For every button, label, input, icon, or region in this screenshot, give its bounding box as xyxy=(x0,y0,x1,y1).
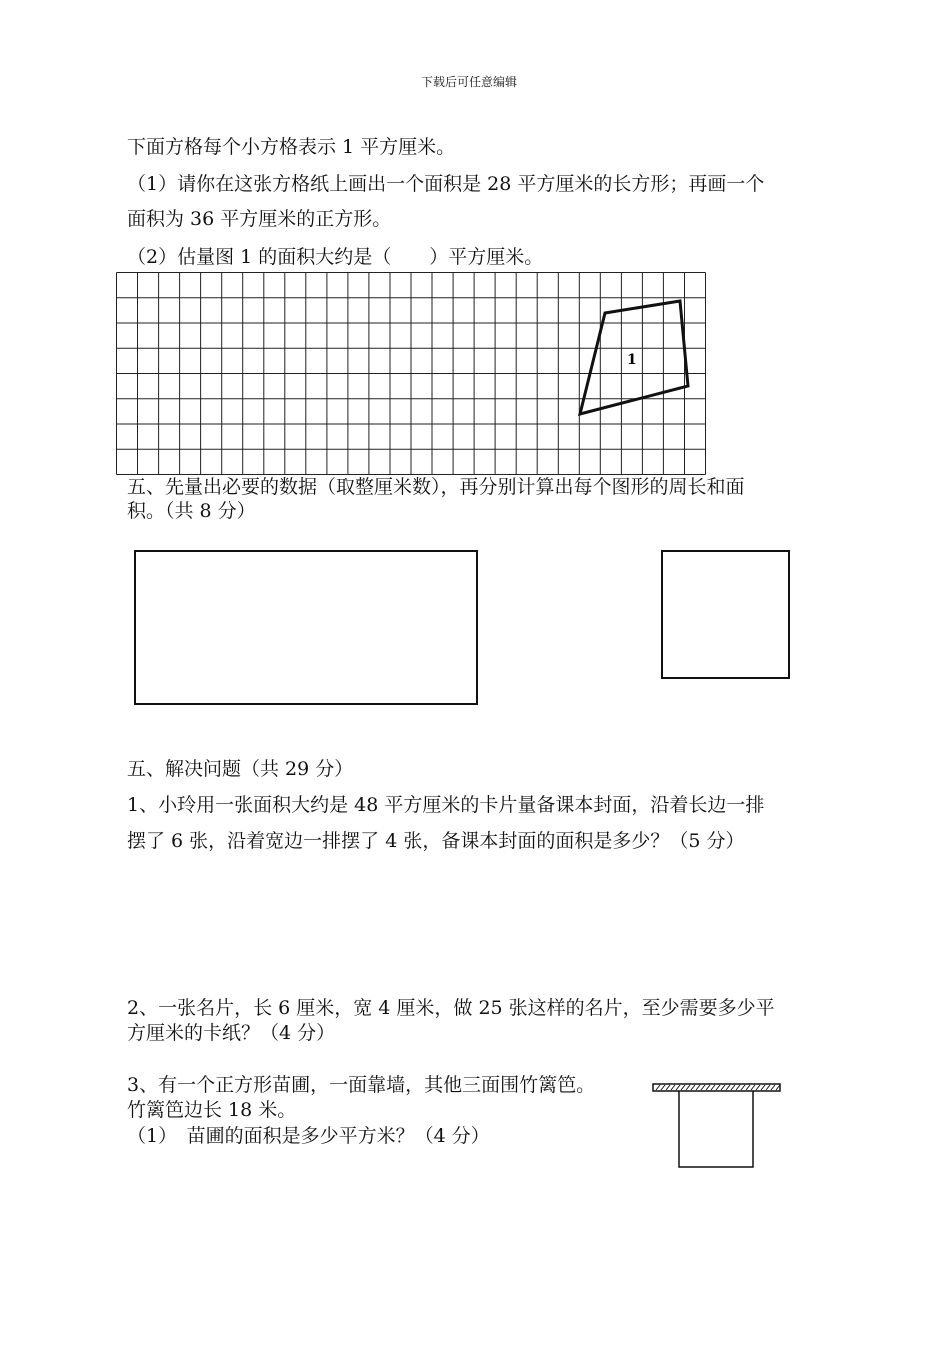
nursery-diagram xyxy=(652,1080,782,1170)
measure-rectangle xyxy=(134,550,478,705)
problem-3-subquestion-1: （1） 苗圃的面积是多少平方米？（4 分） xyxy=(127,1125,490,1147)
problem-3-line-2: 竹篱笆边长 18 米。 xyxy=(127,1099,297,1121)
problem-1-line-1: 1、小玲用一张面积大约是 48 平方厘米的卡片量备课本封面，沿着长边一排 xyxy=(127,794,765,816)
question-2-text: （2）估量图 1 的面积大约是（ ）平方厘米。 xyxy=(127,246,544,268)
problems-heading: 五、解决问题（共 29 分） xyxy=(127,758,354,780)
question-1-line-1: （1）请你在这张方格纸上画出一个面积是 28 平方厘米的长方形；再画一个 xyxy=(127,173,765,195)
problem-1-line-2: 摆了 6 张，沿着宽边一排摆了 4 张，备课本封面的面积是多少？（5 分） xyxy=(127,830,745,852)
question-1-line-2: 面积为 36 平方厘米的正方形。 xyxy=(127,208,392,230)
measure-question-line-2: 积。（共 8 分） xyxy=(127,500,256,522)
grid-paper xyxy=(116,272,706,475)
problem-2-line-2: 方厘米的卡纸？（4 分） xyxy=(127,1022,336,1044)
grid-intro-text: 下面方格每个小方格表示 1 平方厘米。 xyxy=(127,136,456,158)
grid-lines xyxy=(117,273,706,475)
bamboo-fence xyxy=(679,1091,753,1167)
figure-1-label: 1 xyxy=(627,352,637,368)
measure-square xyxy=(661,550,790,679)
problem-2-line-1: 2、一张名片，长 6 厘米，宽 4 厘米，做 25 张这样的名片，至少需要多少平 xyxy=(127,997,775,1019)
measure-question-line-1: 五、先量出必要的数据（取整厘米数），再分别计算出每个图形的周长和面 xyxy=(127,476,745,498)
problem-3-line-1: 3、有一个正方形苗圃，一面靠墙，其他三面围竹篱笆。 xyxy=(127,1074,596,1096)
header-note: 下载后可任意编辑 xyxy=(421,75,518,89)
